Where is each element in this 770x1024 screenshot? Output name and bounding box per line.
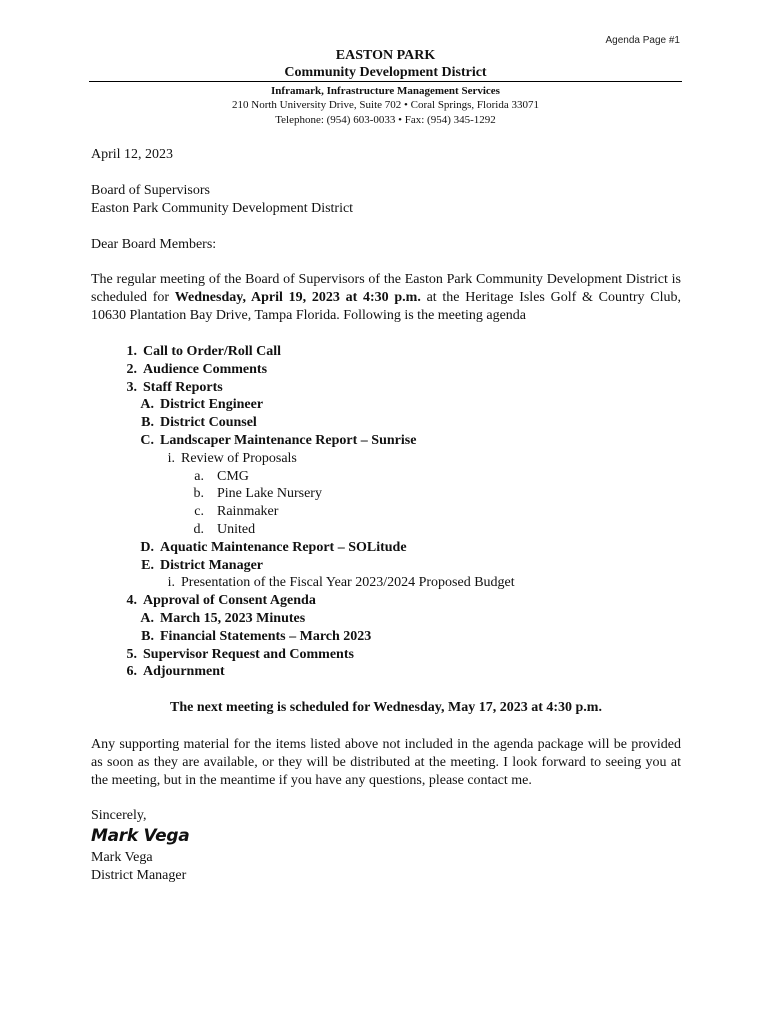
agenda-item: 3. Staff Reports	[126, 379, 223, 395]
district-name: EASTON PARK	[335, 48, 436, 63]
salutation: Dear Board Members:	[91, 237, 217, 252]
agenda-item: 1. Call to Order/Roll Call	[126, 344, 282, 359]
addressee-line: Easton Park Community Development District	[91, 201, 354, 216]
agenda-item: 6. Adjournment	[126, 664, 225, 680]
agenda-subitem: D. Aquatic Maintenance Report – SOLitude	[140, 539, 407, 555]
agenda-subitem: B. District Counsel	[141, 415, 257, 431]
letterhead-divider	[89, 81, 682, 82]
agenda-subitem: B. Financial Statements – March 2023	[141, 628, 372, 644]
letterhead	[89, 47, 682, 128]
letter-date: April 12, 2023	[91, 147, 174, 162]
company-name: Inframark, Infrastructure Management Services	[271, 85, 500, 97]
agenda-subitem: E. District Manager	[141, 557, 264, 573]
addressee	[91, 182, 681, 218]
district-subtitle: Community Development District	[284, 65, 487, 80]
company-address: 210 North University Drive, Suite 702 • Coral Springs, Florida 33071	[232, 99, 539, 111]
page-number: Agenda Page #1	[605, 35, 680, 46]
proposal-item: a. CMG	[194, 468, 249, 484]
intro-paragraph	[91, 271, 681, 325]
agenda-subitem: A. District Engineer	[140, 397, 264, 413]
proposal-item: b. Pine Lake Nursery	[193, 486, 322, 502]
agenda-item: 5. Supervisor Request and Comments	[126, 646, 354, 662]
agenda-subsubitem: i. Review of Proposals	[167, 450, 297, 466]
addressee-line: Board of Supervisors	[91, 183, 210, 198]
signer-title: District Manager	[91, 868, 187, 883]
closing-paragraph: Any supporting material for the items listed above not included in the agenda package will be provided as soon as they are available, or they will be distributed at the meeting. I look forward to seeing you at the meeting, but in the meantime if you have any questions, please contact me.	[91, 737, 681, 788]
handwritten-signature: Mark Vega	[91, 826, 190, 846]
signer-name: Mark Vega	[91, 850, 153, 865]
agenda-subitem: C. Landscaper Maintenance Report – Sunrise	[140, 432, 417, 448]
agenda-list	[91, 343, 681, 681]
signer-block	[91, 849, 681, 885]
proposal-item: d. United	[193, 521, 256, 537]
proposal-item: c. Rainmaker	[194, 504, 279, 520]
intro-text: at the Heritage Isles Golf & Country Club, 10630 Plantation Bay Drive, Tampa Florida. Following is the meeting agenda	[91, 290, 681, 323]
next-meeting-notice: The next meeting is scheduled for Wednesday, May 17, 2023 at 4:30 p.m.	[170, 700, 602, 715]
agenda-item: 2. Audience Comments	[126, 361, 268, 377]
meeting-datetime: Wednesday, April 19, 2023 at 4:30 p.m.	[174, 290, 421, 305]
sign-off: Sincerely,	[91, 808, 147, 823]
agenda-subsubitem: i. Presentation of the Fiscal Year 2023/2024 Proposed Budget	[167, 575, 515, 591]
intro-text: The regular meeting of the Board of Supervisors of the Easton Park Community Development District is scheduled for	[91, 272, 681, 305]
company-phone: Telephone: (954) 603-0033 • Fax: (954) 345-1292	[275, 114, 496, 126]
agenda-subitem: A. March 15, 2023 Minutes	[140, 610, 306, 626]
agenda-item: 4. Approval of Consent Agenda	[126, 593, 316, 609]
